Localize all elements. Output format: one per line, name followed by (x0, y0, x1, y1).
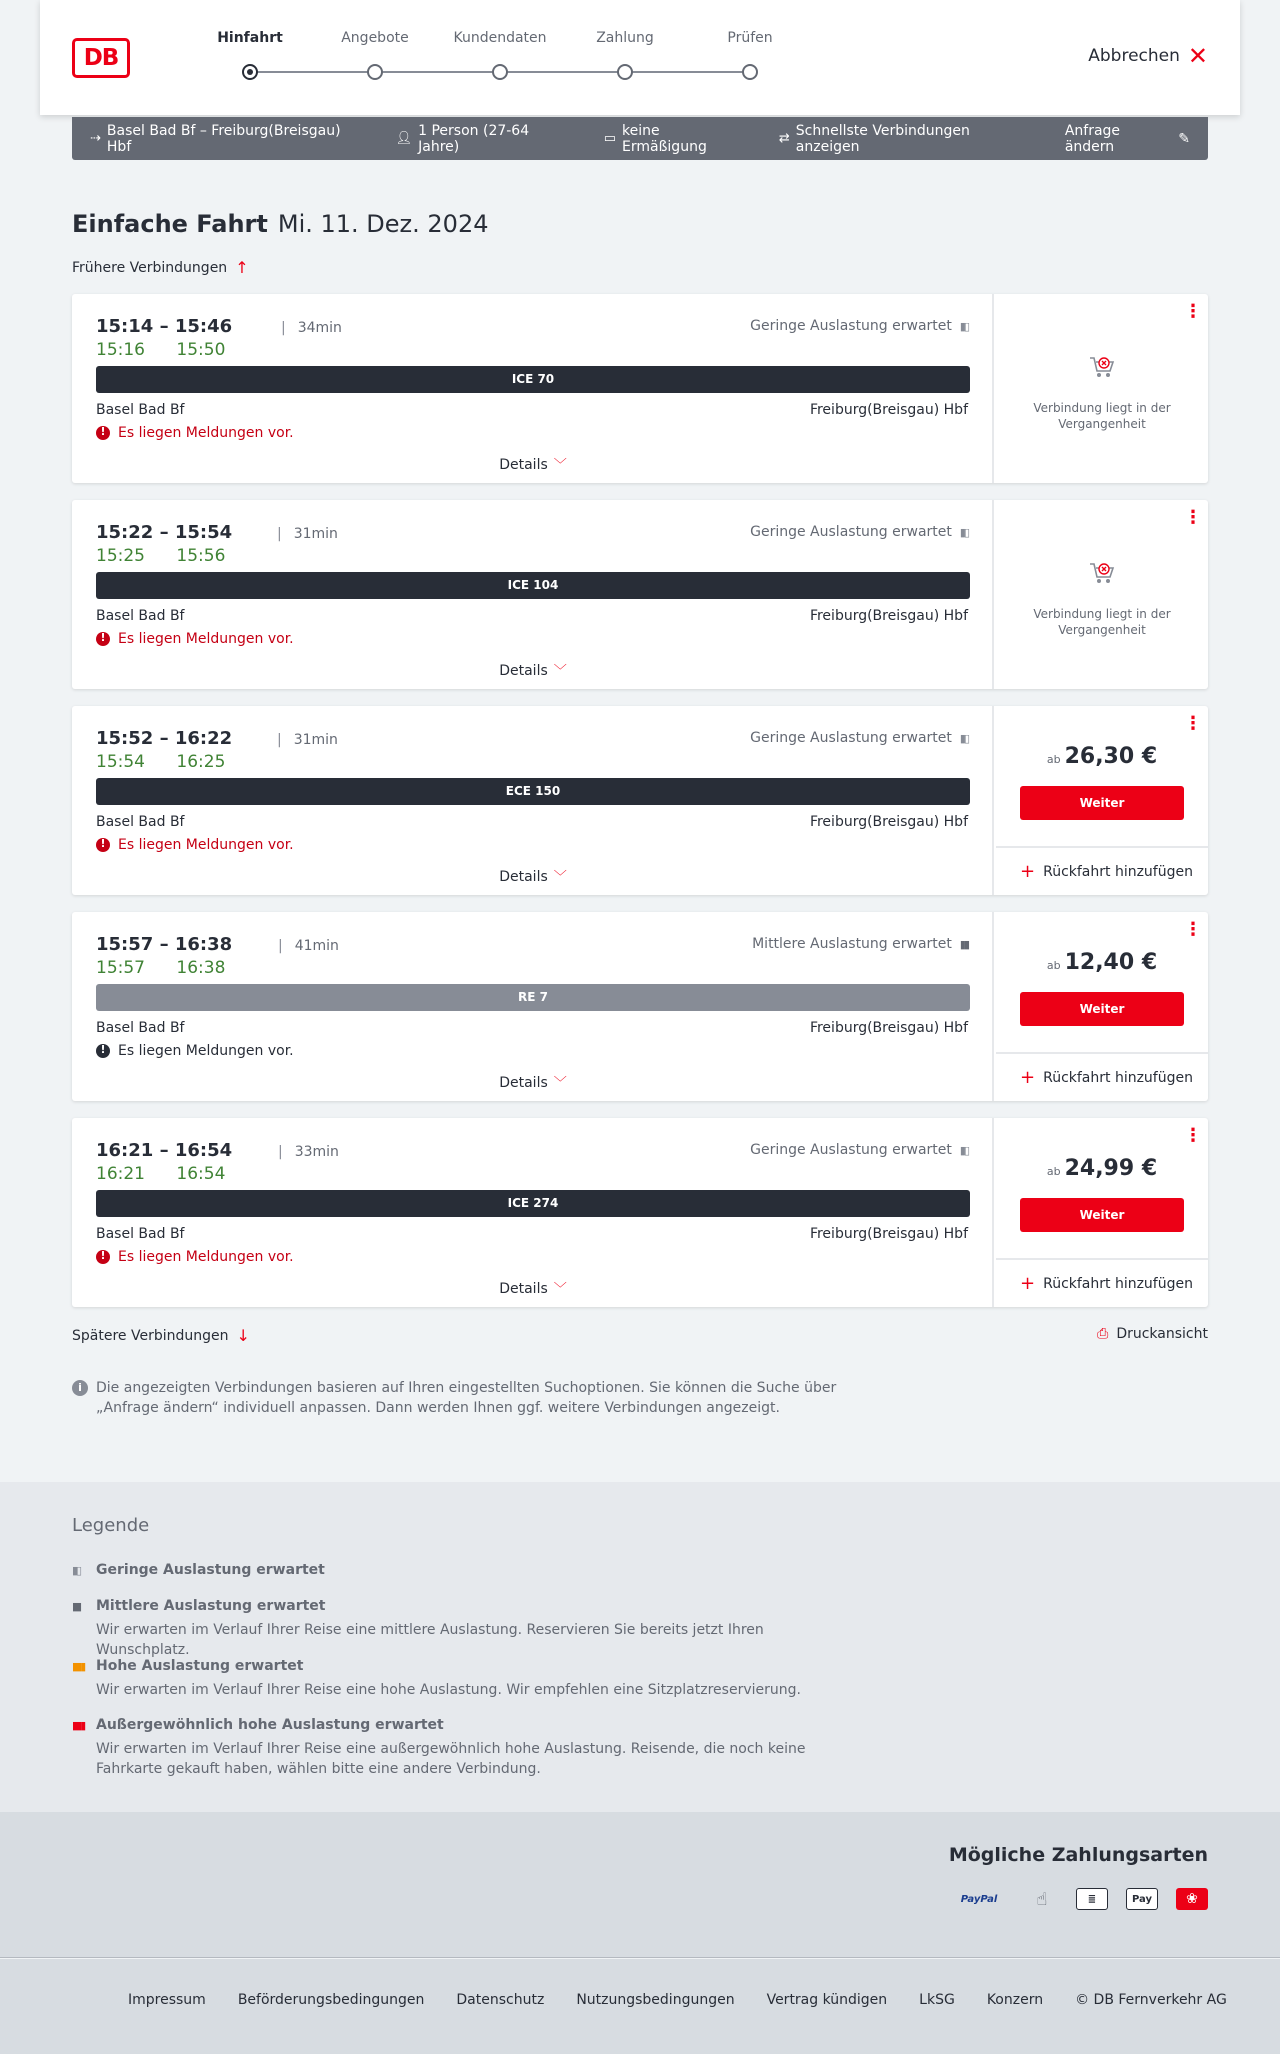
plus-icon: + (1020, 1273, 1036, 1294)
price-value: 24,99 € (1064, 1156, 1158, 1181)
occupancy-low-icon: ▮▯ (959, 319, 968, 333)
notice-text: Es liegen Meldungen vor. (118, 1043, 294, 1059)
alert-icon (96, 1044, 110, 1058)
more-options-icon[interactable]: ⋮ (1184, 507, 1202, 528)
occupancy-medium-icon: ▮▮ (72, 1599, 81, 1613)
price-prefix: ab (1046, 1165, 1061, 1178)
planned-times: 15:22 – 15:54 (96, 522, 233, 543)
print-label: Druckansicht (1116, 1326, 1208, 1342)
connection-main (72, 294, 994, 483)
arrow-down-icon: ↓ (236, 1326, 250, 1345)
connection-card[interactable] (72, 1118, 1208, 1307)
add-return-label: Rückfahrt hinzufügen (1043, 1069, 1193, 1086)
duration: | 31min (277, 526, 338, 542)
duration: | 31min (277, 732, 338, 748)
connection-card[interactable] (72, 500, 1208, 689)
sepa-icon: ≣ (1076, 1888, 1108, 1910)
trip-type: Einfache Fahrt (72, 210, 268, 238)
departure-station: Basel Bad Bf (96, 1226, 185, 1242)
travellers-summary (396, 123, 570, 155)
step-label: Angebote (341, 30, 409, 46)
more-options-icon[interactable]: ⋮ (1184, 919, 1202, 940)
later-connections-link[interactable] (72, 1326, 250, 1345)
train-bar[interactable]: ECE 150 (96, 778, 970, 805)
change-request-button[interactable] (1065, 123, 1190, 155)
offer-panel (996, 294, 1208, 483)
arrival-station: Freiburg(Breisgau) Hbf (809, 814, 968, 830)
connection-card[interactable] (72, 912, 1208, 1101)
legend-item-high (72, 1658, 852, 1700)
travellers-text: 1 Person (27-64 Jahre) (418, 122, 530, 155)
credit-card-icon: ☝︎ (1036, 1888, 1048, 1910)
duration: | 41min (278, 938, 339, 954)
fastest-text: Schnellste Verbindungen anzeigen (795, 122, 970, 155)
offer-panel (996, 706, 1208, 895)
footer-link-lksg[interactable]: LkSG (919, 1992, 955, 2008)
footer-links (128, 1992, 1227, 2008)
earlier-label: Frühere Verbindungen (72, 259, 228, 276)
close-icon: ✕ (1187, 42, 1208, 70)
progress-header (40, 0, 1240, 115)
occupancy-low-icon: ▮▯ (959, 1143, 968, 1157)
bahncard-icon: ▭ (603, 131, 617, 146)
alert-icon (96, 632, 110, 646)
route-summary (90, 123, 362, 155)
planned-times: 15:14 – 15:46 (96, 316, 233, 337)
more-options-icon[interactable]: ⋮ (1184, 1125, 1202, 1146)
cart-past-icon (1088, 354, 1116, 380)
notice-text: Es liegen Meldungen vor. (118, 1249, 294, 1265)
db-logo[interactable]: DB (72, 38, 130, 78)
legend-title: Legende (72, 1515, 150, 1536)
connection-main (72, 706, 994, 895)
details-toggle[interactable] (72, 454, 994, 473)
chevron-down-icon: ﹀ (553, 870, 567, 885)
step-hinfahrt (195, 30, 305, 80)
occupancy-low-icon: ▮▯ (959, 525, 968, 539)
price-prefix: ab (1046, 959, 1061, 972)
footer-link-konzern[interactable]: Konzern (986, 1992, 1044, 2008)
notice-message (96, 1249, 294, 1265)
printer-icon: ⎙ (1097, 1326, 1109, 1342)
planned-times: 15:57 – 16:38 (96, 934, 233, 955)
alert-icon (96, 838, 110, 852)
legend-description: Wir erwarten im Verlauf Ihrer Reise eine hohe Auslastung. Wir empfehlen eine Sitzplatzreservierung. (96, 1682, 801, 1698)
apple-pay-icon (1126, 1888, 1158, 1910)
details-label: Details (499, 1075, 548, 1091)
discount-summary (604, 123, 745, 155)
notice-message (96, 425, 294, 441)
page-title (72, 210, 488, 238)
trip-date: Mi. 11. Dez. 2024 (277, 210, 489, 238)
train-bar[interactable]: ICE 70 (96, 366, 970, 393)
info-text: Die angezeigten Verbindungen basieren auf Ihren eingestellten Suchoptionen. Sie können die Suche über „Anfrage ändern“ individuell anpassen. Dann werden Ihnen ggf. weitere Verbindungen angezeigt. (96, 1380, 837, 1416)
chevron-down-icon: ﹀ (553, 1282, 567, 1297)
step-dot (617, 64, 633, 80)
connection-main (72, 500, 994, 689)
earlier-connections-link[interactable] (72, 258, 249, 277)
chevron-down-icon: ﹀ (553, 458, 567, 473)
arrow-right-icon: ⇢ (90, 131, 101, 146)
occupancy-very-high-icon: ▮▮▮ (72, 1718, 85, 1732)
payment-title: Mögliche Zahlungsarten (948, 1844, 1208, 1866)
step-dot (492, 64, 508, 80)
discount-text: keine Ermäßigung (622, 122, 707, 155)
plus-icon: + (1020, 861, 1036, 882)
realtime-times: 15:54 16:25 (96, 752, 226, 772)
offer-panel (996, 1118, 1208, 1307)
connection-card[interactable] (72, 706, 1208, 895)
offer-panel (996, 500, 1208, 689)
more-options-icon[interactable]: ⋮ (1184, 301, 1202, 322)
occupancy-text: Mittlere Auslastung erwartet (752, 936, 952, 952)
details-label: Details (499, 869, 548, 885)
occupancy-text: Geringe Auslastung erwartet (750, 730, 952, 746)
alert-icon (96, 426, 110, 440)
past-connection-text: Verbindung liegt in der Vergangenheit (1033, 401, 1171, 431)
details-toggle[interactable] (72, 1278, 994, 1297)
realtime-times: 15:57 16:38 (96, 958, 226, 978)
arrival-station: Freiburg(Breisgau) Hbf (809, 1226, 968, 1242)
legend-description: Wir erwarten im Verlauf Ihrer Reise eine außergewöhnlich hohe Auslastung. Reisende, die noch keine Fahrkarte gekauft haben, wählen bitte eine andere Verbindung. (96, 1741, 806, 1777)
plus-icon: + (1020, 1067, 1036, 1088)
step-label: Hinfahrt (217, 30, 283, 46)
notice-text: Es liegen Meldungen vor. (118, 631, 294, 647)
step-angebote (320, 30, 430, 80)
duration: | 34min (281, 320, 342, 336)
occupancy-info (750, 318, 968, 334)
swap-icon: ⇄ (778, 131, 790, 146)
planned-times: 16:21 – 16:54 (96, 1140, 233, 1161)
apple-pay-label: Pay (1131, 1893, 1153, 1905)
footer-copyright: © DB Fernverkehr AG (1075, 1992, 1227, 2008)
footer-link-impressum[interactable]: Impressum (128, 1992, 206, 2008)
details-toggle[interactable] (72, 660, 994, 679)
notice-text: Es liegen Meldungen vor. (118, 837, 294, 853)
past-connection-text: Verbindung liegt in der Vergangenheit (1033, 607, 1171, 637)
connection-main (72, 1118, 994, 1307)
price (996, 950, 1208, 975)
pencil-icon: ✎ (1178, 130, 1190, 147)
payment-methods-section (0, 1812, 1280, 1958)
fastest-summary (779, 123, 1031, 155)
legend-item-medium (72, 1598, 852, 1660)
person-icon: 👤︎ (395, 131, 413, 146)
details-label: Details (499, 457, 548, 473)
occupancy-info (750, 524, 968, 540)
train-bar[interactable]: RE 7 (96, 984, 970, 1011)
legend-item-very-high (72, 1717, 852, 1779)
step-dot (742, 64, 758, 80)
duration: | 33min (278, 1144, 339, 1160)
step-label: Kundendaten (453, 30, 547, 46)
legend-label: Mittlere Auslastung erwartet (96, 1598, 326, 1614)
realtime-times: 16:21 16:54 (96, 1164, 226, 1184)
cart-past-icon (1088, 560, 1116, 586)
legend-label: Außergewöhnlich hohe Auslastung erwartet (96, 1717, 444, 1733)
price-prefix: ab (1046, 753, 1061, 766)
details-label: Details (499, 1281, 548, 1297)
details-label: Details (499, 663, 548, 679)
search-summary-bar (72, 117, 1208, 160)
more-options-icon[interactable]: ⋮ (1184, 713, 1202, 734)
price-value: 26,30 € (1064, 744, 1158, 769)
footer-link-datenschutz[interactable]: Datenschutz (456, 1992, 545, 2008)
connection-card[interactable] (72, 294, 1208, 483)
add-return-label: Rückfahrt hinzufügen (1043, 863, 1193, 880)
footer (0, 1959, 1280, 2054)
occupancy-info (750, 730, 968, 746)
price-value: 12,40 € (1064, 950, 1158, 975)
route-text: Basel Bad Bf – Freiburg(Breisgau) Hbf (106, 122, 341, 155)
change-label: Anfrage ändern (1064, 122, 1121, 155)
step-label: Zahlung (596, 30, 654, 46)
train-bar[interactable]: ICE 274 (96, 1190, 970, 1217)
occupancy-info (752, 936, 968, 952)
price (996, 744, 1208, 769)
legend-label: Geringe Auslastung erwartet (96, 1562, 325, 1578)
departure-station: Basel Bad Bf (96, 1020, 185, 1036)
voucher-icon: ❀ (1176, 1888, 1208, 1910)
offer-panel (996, 912, 1208, 1101)
occupancy-low-icon: ▮▯ (72, 1563, 81, 1577)
continue-button[interactable]: Weiter (1020, 992, 1184, 1026)
footer-link-nutzungsbedingungen[interactable]: Nutzungsbedingungen (576, 1992, 735, 2008)
planned-times: 15:52 – 16:22 (96, 728, 233, 749)
realtime-times: 15:25 15:56 (96, 546, 226, 566)
add-return-button[interactable] (996, 846, 1208, 895)
step-kundendaten (445, 30, 555, 80)
continue-button[interactable]: Weiter (1020, 1198, 1184, 1232)
notice-message (96, 631, 294, 647)
departure-station: Basel Bad Bf (96, 608, 185, 624)
occupancy-text: Geringe Auslastung erwartet (750, 524, 952, 540)
occupancy-info (750, 1142, 968, 1158)
search-info-note (72, 1378, 852, 1418)
notice-message (96, 837, 294, 853)
step-zahlung (570, 30, 680, 80)
occupancy-text: Geringe Auslastung erwartet (750, 318, 952, 334)
add-return-button[interactable] (996, 1258, 1208, 1307)
occupancy-low-icon: ▮▯ (959, 731, 968, 745)
chevron-down-icon: ﹀ (553, 664, 567, 679)
arrival-station: Freiburg(Breisgau) Hbf (809, 402, 968, 418)
print-view-link[interactable] (1097, 1326, 1208, 1342)
details-toggle[interactable] (72, 1072, 994, 1091)
realtime-times: 15:16 15:50 (96, 340, 226, 360)
notice-message (96, 1043, 294, 1059)
legend-label: Hohe Auslastung erwartet (96, 1658, 304, 1674)
chevron-down-icon: ﹀ (553, 1076, 567, 1091)
departure-station: Basel Bad Bf (96, 402, 185, 418)
step-pruefen (695, 30, 805, 80)
arrival-station: Freiburg(Breisgau) Hbf (809, 608, 968, 624)
add-return-button[interactable] (996, 1052, 1208, 1101)
alert-icon (96, 1250, 110, 1264)
arrival-station: Freiburg(Breisgau) Hbf (809, 1020, 968, 1036)
price (996, 1156, 1208, 1181)
occupancy-medium-icon: ▮▮ (959, 937, 968, 951)
connection-main (72, 912, 994, 1101)
notice-text: Es liegen Meldungen vor. (118, 425, 294, 441)
booking-stepper (210, 30, 773, 90)
add-return-label: Rückfahrt hinzufügen (1043, 1275, 1193, 1292)
legend-description: Wir erwarten im Verlauf Ihrer Reise eine mittlere Auslastung. Reservieren Sie bereits jetzt Ihren Wunschplatz. (96, 1622, 764, 1658)
step-dot (367, 64, 383, 80)
details-toggle[interactable] (72, 866, 994, 885)
later-label: Spätere Verbindungen (72, 1327, 229, 1344)
footer-link-befoerderungsbedingungen[interactable]: Beförderungsbedingungen (237, 1992, 425, 2008)
cancel-button[interactable] (1088, 42, 1208, 70)
step-label: Prüfen (727, 30, 773, 46)
step-dot-active (242, 64, 258, 80)
paypal-icon: PayPal (960, 1893, 998, 1905)
legend-section (0, 1482, 1280, 1812)
footer-link-vertrag-kuendigen[interactable]: Vertrag kündigen (766, 1992, 888, 2008)
departure-station: Basel Bad Bf (96, 814, 185, 830)
arrow-up-icon: ↑ (235, 258, 249, 277)
payment-icons (950, 1888, 1208, 1910)
info-icon: i (72, 1380, 88, 1396)
legend-item-low (72, 1562, 852, 1578)
occupancy-high-icon: ▮▮▮ (72, 1659, 85, 1673)
cancel-label: Abbrechen (1088, 46, 1180, 66)
continue-button[interactable]: Weiter (1020, 786, 1184, 820)
train-bar[interactable]: ICE 104 (96, 572, 970, 599)
occupancy-text: Geringe Auslastung erwartet (750, 1142, 952, 1158)
